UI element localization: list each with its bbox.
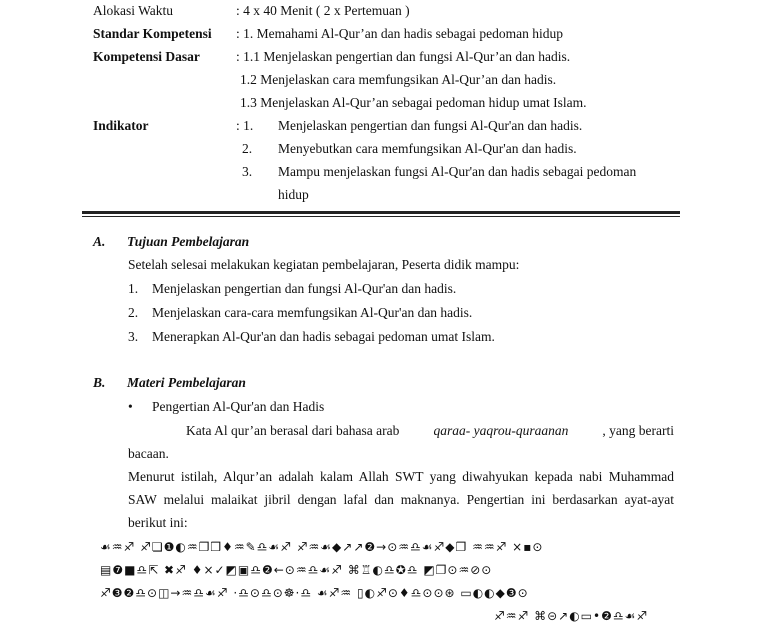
alokasi-label: Alokasi Waktu bbox=[93, 3, 174, 18]
indikator-num: : 1. bbox=[236, 118, 254, 133]
arabic-verse-line: ♐♒♐ ⌘⊝↗◐▭•❷♎☙♐ bbox=[494, 609, 649, 623]
para2-line2: SAW melalui malaikat jibril dengan lafal dan maknanya. Pengertian ini berdasarkan ayat-ayat bbox=[128, 492, 674, 507]
section-a-intro: Setelah selesai melakukan kegiatan pembelajaran, Peserta didik mampu: bbox=[128, 257, 520, 272]
double-rule-thick bbox=[82, 211, 680, 214]
indikator-num: 3. bbox=[242, 164, 253, 179]
para1-line1 bbox=[186, 423, 674, 439]
para1-start: Kata Al qur’an berasal dari bahasa arab bbox=[186, 423, 400, 438]
indikator-text: Mampu menjelaskan fungsi Al-Qur'an dan hadis sebagai pedoman bbox=[278, 164, 637, 179]
standar-kompetensi-label: Standar Kompetensi bbox=[93, 26, 212, 41]
indikator-text: Menyebutkan cara memfungsikan Al-Qur'an dan hadis. bbox=[278, 141, 577, 156]
double-rule-thin bbox=[82, 216, 680, 217]
indikator-continuation: hidup bbox=[278, 187, 309, 202]
indikator-label: Indikator bbox=[93, 118, 149, 133]
tujuan-num: 1. bbox=[128, 281, 139, 296]
alokasi-value: : 4 x 40 Menit ( 2 x Pertemuan ) bbox=[236, 3, 410, 18]
standar-kompetensi-value: : 1. Memahami Al-Qur’an dan hadis sebagai pedoman hidup bbox=[236, 26, 564, 41]
section-b-letter: B. bbox=[93, 375, 106, 390]
para1-arabic-term: qaraa- yaqrou-quraanan bbox=[433, 423, 569, 438]
bullet-text: Pengertian Al-Qur'an dan Hadis bbox=[152, 399, 325, 414]
section-b-title: Materi Pembelajaran bbox=[127, 375, 246, 390]
section-a-letter: A. bbox=[93, 234, 106, 249]
para1-line2: bacaan. bbox=[128, 446, 169, 461]
indikator-num: 2. bbox=[242, 141, 253, 156]
kd-item: 1.2 Menjelaskan cara memfungsikan Al-Qur’an dan hadis. bbox=[240, 72, 557, 87]
para2-line1: Menurut istilah, Alqur’an adalah kalam Allah SWT yang diwahyukan kepada nabi Muhammad bbox=[128, 469, 674, 484]
bullet: • bbox=[128, 399, 133, 414]
tujuan-num: 2. bbox=[128, 305, 139, 320]
arabic-verse-line: ▤❼■♎⇱ ✖♐ ♦×✓◩▣♎❷←⊙♒♎☙♐ ⌘♖◐♎✪♎ ◩❐⊙♒⊘⊙ bbox=[100, 563, 493, 577]
kd-item: : 1.1 Menjelaskan pengertian dan fungsi Al-Qur’an dan hadis. bbox=[236, 49, 571, 64]
tujuan-num: 3. bbox=[128, 329, 139, 344]
para1-end: , yang berarti bbox=[602, 423, 674, 438]
kompetensi-dasar-label: Kompetensi Dasar bbox=[93, 49, 200, 64]
tujuan-text: Menjelaskan pengertian dan fungsi Al-Qur'an dan hadis. bbox=[152, 281, 457, 296]
indikator-text: Menjelaskan pengertian dan fungsi Al-Qur'an dan hadis. bbox=[278, 118, 583, 133]
kd-item: 1.3 Menjelaskan Al-Qur’an sebagai pedoman hidup umat Islam. bbox=[240, 95, 587, 110]
para2-line3: berikut ini: bbox=[128, 515, 188, 530]
section-a-title: Tujuan Pembelajaran bbox=[127, 234, 250, 249]
tujuan-text: Menjelaskan cara-cara memfungsikan Al-Qur'an dan hadis. bbox=[152, 305, 473, 320]
arabic-verse-line: ☙♒♐ ♐❏❶◐♒❐❒♦♒✎♎☙♐ ♐♒☙◆↗↗❷→⊙♒♎☙♐◆❐ ♒♒♐ ×▪⊙ bbox=[100, 540, 544, 554]
arabic-verse-line: ♐❸❷♎⊙◫→♒♎☙♐ ·♎⊙♎⊙☸·♎ ☙♐♒ ▯◐♐⊙♦♎⊙⊙⊛ ▭◐◐◆❸⊙ bbox=[100, 586, 529, 600]
tujuan-text: Menerapkan Al-Qur'an dan hadis sebagai pedoman umat Islam. bbox=[152, 329, 495, 344]
